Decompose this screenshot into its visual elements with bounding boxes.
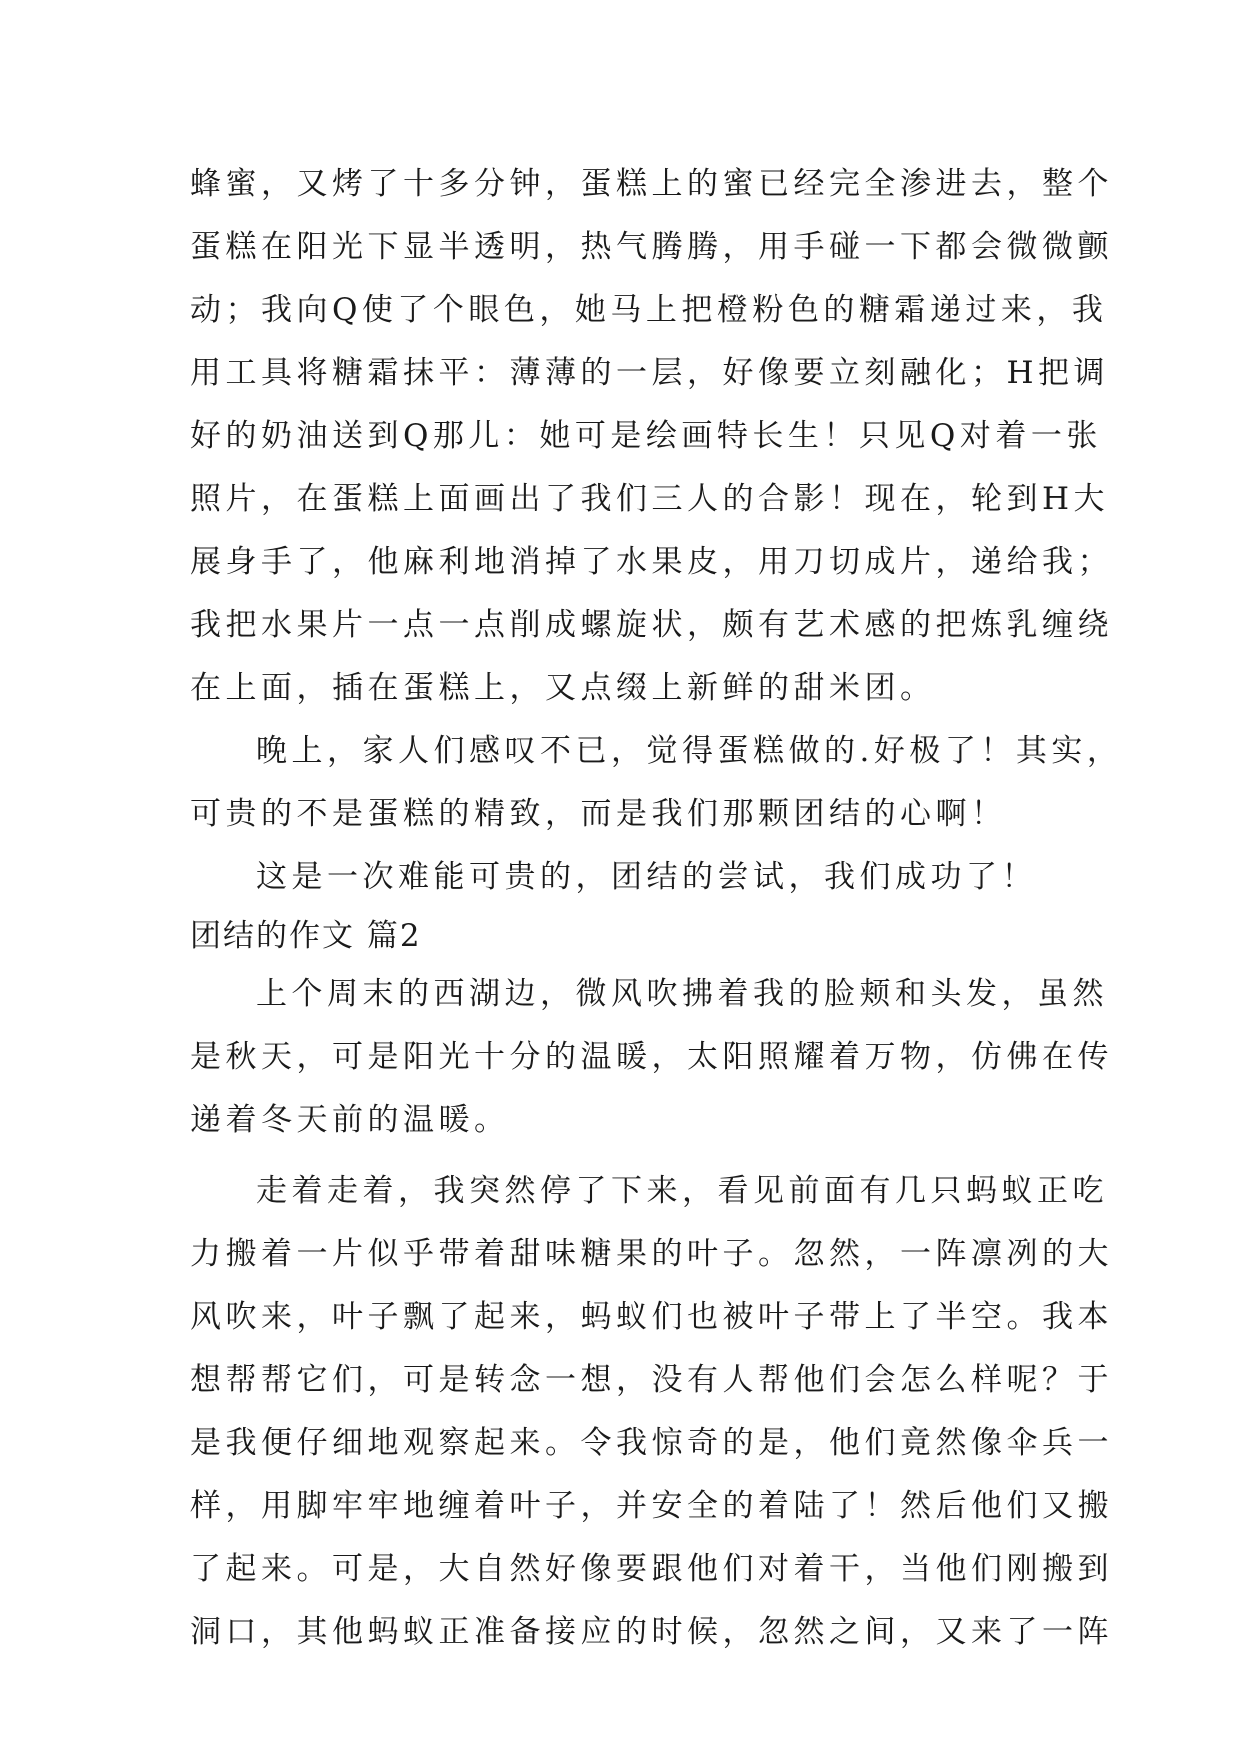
text-line: 照片，在蛋糕上面画出了我们三人的合影！现在，轮到H大: [190, 481, 1110, 517]
text-line: 样，用脚牢牢地缠着叶子，并安全的着陆了！然后他们又搬: [190, 1488, 1113, 1524]
text-line: 是我便仔细地观察起来。令我惊奇的是，他们竟然像伞兵一: [190, 1425, 1113, 1461]
text-line: 上个周末的西湖边，微风吹拂着我的脸颊和头发，虽然: [256, 976, 1108, 1012]
paragraph-gap: [190, 1152, 1060, 1160]
text-line: 递着冬天前的温暖。: [190, 1102, 510, 1138]
text-line: 走着走着，我突然停了下来，看见前面有几只蚂蚁正吃: [256, 1173, 1108, 1209]
text-line: 蛋糕在阳光下显半透明，热气腾腾，用手碰一下都会微微颤: [190, 229, 1113, 265]
text-line: 想帮帮它们，可是转念一想，没有人帮他们会怎么样呢？于: [190, 1362, 1113, 1398]
text-line: 了起来。可是，大自然好像要跟他们对着干，当他们刚搬到: [190, 1551, 1113, 1587]
text-line: 蜂蜜，又烤了十多分钟，蛋糕上的蜜已经完全渗进去，整个: [190, 166, 1113, 202]
text-line: 是秋天，可是阳光十分的温暖，太阳照耀着万物，仿佛在传: [190, 1039, 1113, 1075]
text-line: 洞口，其他蚂蚁正准备接应的时候，忽然之间，又来了一阵: [190, 1614, 1113, 1650]
text-line: 可贵的不是蛋糕的精致，而是我们那颗团结的心啊！: [190, 796, 1007, 832]
paragraph-continued: [190, 153, 1113, 720]
text-line: 用工具将糖霜抹平：薄薄的一层，好像要立刻融化；H把调: [190, 355, 1110, 391]
text-line: 晚上，家人们感叹不已，觉得蛋糕做的.好极了！其实，: [256, 733, 1123, 769]
text-line: 风吹来，叶子飘了起来，蚂蚁们也被叶子带上了半空。我本: [190, 1299, 1113, 1335]
text-line: 这是一次难能可贵的，团结的尝试，我们成功了！: [256, 859, 1037, 895]
document-body: [190, 153, 1123, 1664]
paragraph-conclusion: [190, 846, 1060, 909]
text-line: 力搬着一片似乎带着甜味糖果的叶子。忽然，一阵凛冽的大: [190, 1236, 1113, 1272]
paragraph-westlake: [190, 963, 1113, 1152]
text-line: 在上面，插在蛋糕上，又点缀上新鲜的甜米团。: [190, 670, 936, 706]
text-line: 我把水果片一点一点削成螺旋状，颇有艺术感的把炼乳缠绕: [190, 607, 1113, 643]
text-line: 展身手了，他麻利地消掉了水果皮，用刀切成片，递给我；: [190, 544, 1113, 580]
paragraph-ants: [190, 1160, 1113, 1664]
paragraph-evening: [190, 720, 1123, 846]
section-heading: 团结的作文 篇2: [190, 918, 422, 954]
text-line: 好的奶油送到Q那儿：她可是绘画特长生！只见Q对着一张: [190, 418, 1102, 454]
text-line: 动；我向Q使了个眼色，她马上把橙粉色的糖霜递过来，我: [190, 292, 1108, 328]
